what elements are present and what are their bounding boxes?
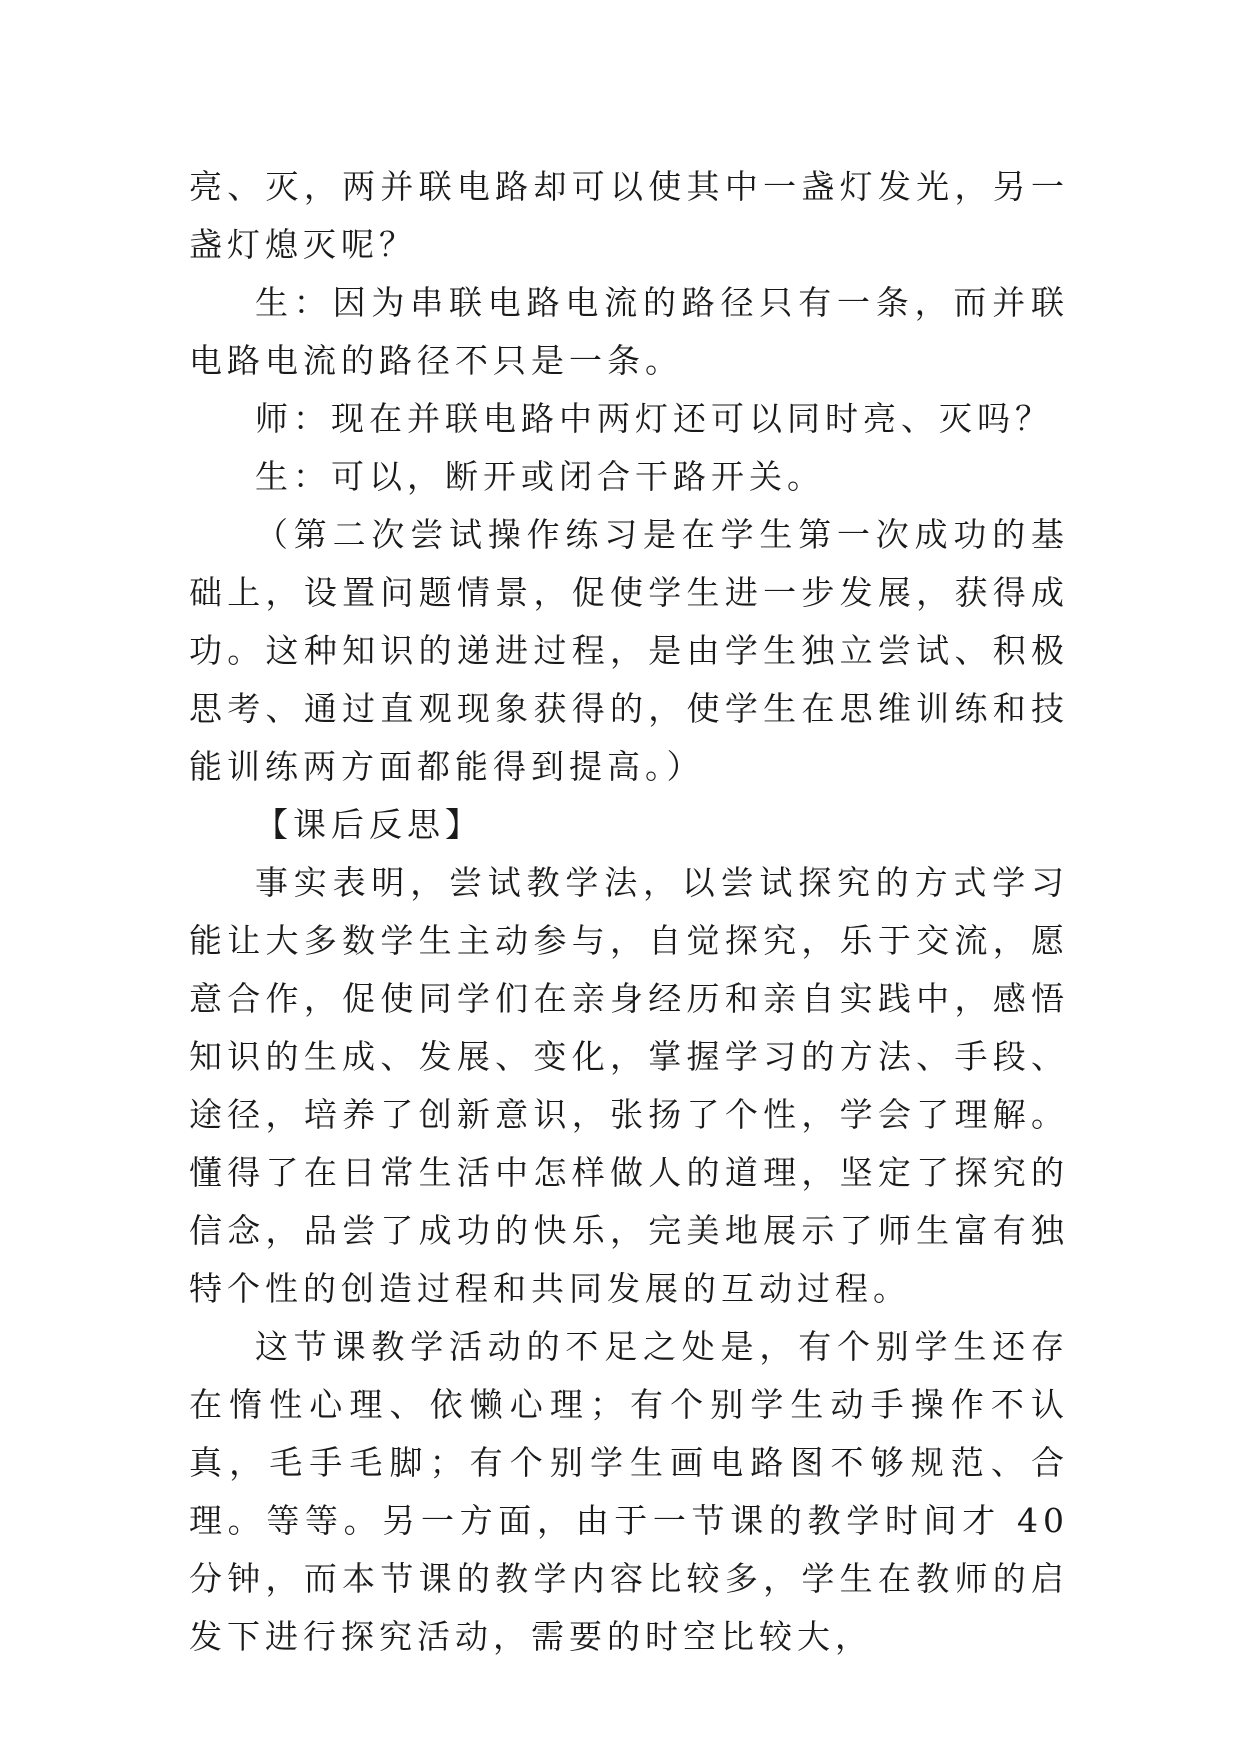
paragraph-reflection-1: 事实表明，尝试教学法，以尝试探究的方式学习能让大多数学生主动参与，自觉探究，乐于交流，愿意合作，促使同学们在亲身经历和亲自实践中，感悟知识的生成、发展、变化，掌握学习的方法、手段、途径，培养了创新意识，张扬了个性，学会了理解。懂得了在日常生活中怎样做人的道理，坚定了探究的信念，品尝了成功的快乐，完美地展示了师生富有独特个性的创造过程和共同发展的互动过程。	[189, 863, 1069, 1308]
section-heading: 【课后反思】	[255, 805, 483, 844]
paragraph-continuation: 亮、灭，两并联电路却可以使其中一盏灯发光，另一盏灯熄灭呢？	[189, 167, 1069, 264]
paragraph-student-answer-1: 生：因为串联电路电流的路径只有一条，而并联电路电流的路径不只是一条。	[189, 283, 1069, 380]
paragraph-reflection-2: 这节课教学活动的不足之处是，有个别学生还存在惰性心理、依懒心理；有个别学生动手操作不认真，毛手毛脚；有个别学生画电路图不够规范、合理。等等。另一方面，由于一节课的教学时间才 40 分钟，而本节课的教学内容比较多，学生在教师的启发下进行探究活动，需要的时空比较大，	[189, 1327, 1069, 1656]
paragraph-teacher-question: 师：现在并联电路中两灯还可以同时亮、灭吗？	[255, 399, 1053, 438]
body-text	[189, 158, 1069, 1666]
paragraph-note: （第二次尝试操作练习是在学生第一次成功的基础上，设置问题情景，促使学生进一步发展，获得成功。这种知识的递进过程，是由学生独立尝试、积极思考、通过直观现象获得的，使学生在思维训练和技能训练两方面都能得到提高。）	[189, 515, 1069, 786]
paragraph-student-answer-2: 生：可以，断开或闭合干路开关。	[255, 457, 825, 496]
